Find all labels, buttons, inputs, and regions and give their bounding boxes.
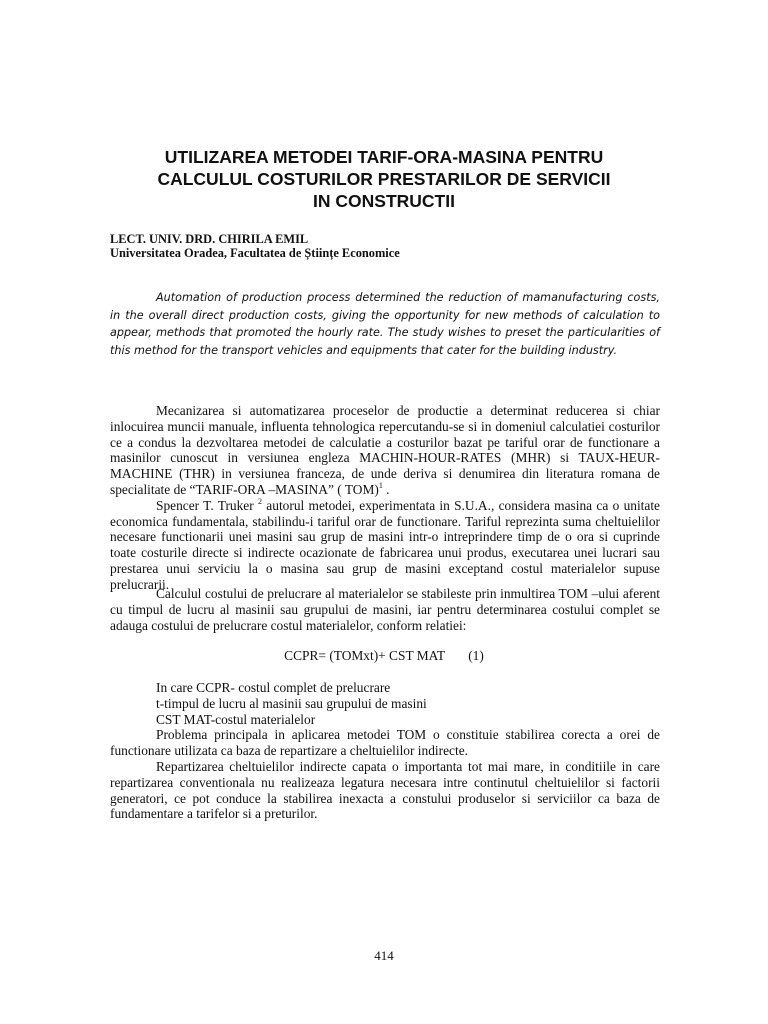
footnote-ref-2: 2 [258,496,263,506]
paragraph-2-text: autorul metodei, experimentata in S.U.A., considera masina ca o unitate economica fundamentala, stabilindu-i tariful orar de functionare. Tariful reprezinta suma cheltuielilor necesare functionarii unei masini sau grup de masini intr-o intreprindere timp de o ora si cuprinde toate costurile directe si indirecte ocazionate de fabricarea unui produs, executarea unei lucrari sau prestarea unui serviciu la o masina sau grup de masini exceptand costul materialelor supuse prelucrarii. [110,497,661,592]
abstract [110,289,660,360]
body-section-2 [110,586,660,633]
paragraph-2 [110,498,660,593]
paragraph-1-text: Mecanizarea si automatizarea proceselor de productie a determinat reducerea si chiar inlocuirea muncii manuale, influenta tehnologica repercutandu-se si in domeniul calculatiei costurilor ce a condus la dezvoltarea metodei de calculatie a costurilor bazat pe tariful orar de functionare a masinilor cunoscut in versiunea engleza MACHIN-HOUR-RATES (MHR) si TAUX-HEUR-MACHINE (THR) in versiunea franceza, de unde deriva si denumirea din literatura romana de specialitate de “TARIF-ORA –MASINA” ( TOM) [110,403,660,497]
formula-expression: CCPR= (TOMxt)+ CST MAT [284,648,445,663]
paragraph-3: Calculul costului de prelucrare al materialelor se stabileste prin inmultirea TOM –ului aferent cu timpul de lucru al masinii sau grupului de masini, iar pentru determinarea costului complet se adauga costului de prelucrare costul materialelor, conform relatiei: [110,586,660,633]
formula [0,648,768,664]
body-section-1 [110,403,660,593]
definition-t: t-timpul de lucru al masinii sau grupului de masini [156,695,427,711]
formula-number: (1) [468,648,484,663]
paragraph-1-end: . [382,481,390,497]
paragraph-1 [110,403,660,498]
footnote-ref-1: 1 [378,480,383,490]
paragraph-4: Problema principala in aplicarea metodei TOM o constituie stabilirea corecta a orei de functionare utilizata ca baza de repartizare a cheltuielilor indirecte. [110,727,660,759]
page-number: 414 [374,948,394,963]
author-affiliation: Universitatea Oradea, Facultatea de Științe Economice [110,246,400,260]
paragraph-5: Repartizarea cheltuielilor indirecte capata o importanta tot mai mare, in conditiile in care repartizarea conventionala nu realizeaza legatura necesara intre continutul cheltuielilor si factorii generatori, ce pot conduce la stabilirea inexacta a constului produselor si serviciilor ca baza de fundamentare a tarifelor si a preturilor. [110,758,660,822]
title-line-2: CALCULUL COSTURILOR PRESTARILOR DE SERVICII [157,169,611,189]
body-section-3 [110,680,660,822]
definition-ccpr: In care CCPR- costul complet de prelucrare [156,680,391,695]
title-line-3: IN CONSTRUCTII [313,191,455,211]
title-line-1: UTILIZAREA METODEI TARIF-ORA-MASINA PENTRU [164,147,604,167]
paragraph-2-start: Spencer T. Truker [156,497,259,513]
definition-cst-mat: CST MAT-costul materialelor [156,711,316,727]
abstract-text: Automation of production process determined the reduction of mamanufacturing costs, in the overall direct production costs, giving the opportunity for new methods of calculation to appear, methods that promoted the hourly rate. The study wishes to preset the particularities of this method for the transport vehicles and equipments that cater for the building industry. [110,291,660,358]
author-name: LECT. UNIV. DRD. CHIRILA EMIL [110,232,309,246]
paper-title [0,146,768,212]
